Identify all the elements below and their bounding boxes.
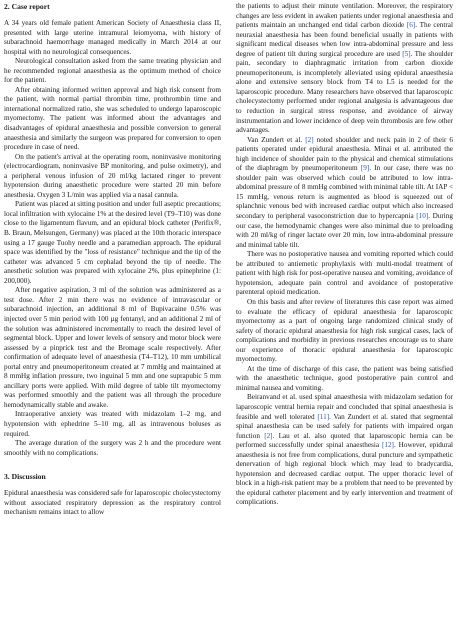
discussion-paragraph-6 bbox=[236, 365, 453, 394]
discussion-paragraph-1: Epidural anaesthesia was considered safe for laparoscopic cholecystectomy without associated respiratory depression as the respiratory control mechanism remains intact to allow bbox=[4, 489, 221, 517]
paragraph-text: the patients to adjust their minute ventilation. Moreover, the respiratory changes are less evident in awaken patients under regional anaesthesia and patients maintain an unchanged end tidal carbon dioxide bbox=[236, 2, 453, 30]
paragraph-text: Van Zundert et al. bbox=[247, 135, 306, 144]
case-paragraph-1: A 34 years old female patient American Society of Anaesthesia class II, presented with large uterine intramural leiomyoma, with history of subarachnoid haemorrhage managed medically in March 2014 at our hospital with no neurological consequences. bbox=[4, 19, 221, 56]
paragraph-text: At the time of discharge of this case, the patient was being satisfied with the anaesthetic technique, good postoperative pain control and minimal nausea and vomiting. bbox=[236, 364, 453, 392]
citation-link[interactable]: [11] bbox=[317, 412, 330, 421]
citation-link[interactable]: [12] bbox=[381, 441, 394, 450]
paragraph-text: . Van Zundert et al. stated that segmental spinal anaesthesia can be used safely for patients with impaired organ function bbox=[236, 412, 454, 440]
citation-link[interactable]: [10] bbox=[416, 212, 429, 221]
paragraph-text: noted shoulder and neck pain in 2 of their 6 patients operated under epidural anaesthesia. Minai et al. attributed the high incidence of shoulder pain to the physical and chemical stimulations of the diaphragm by pneumoperitoneum bbox=[236, 135, 453, 173]
discussion-paragraph-7 bbox=[236, 393, 453, 508]
citation-link[interactable]: [5] bbox=[402, 49, 411, 58]
paragraph-text: There was no postoperative nausea and vomiting reported which could be attributed to antiemetic prophylaxis with multi-modal treatment of patient with high risk for post-operative nausea and vomiting, avoidance of hypotension, adequate pain control and avoidance of postoperative parenteral opioid medication. bbox=[236, 250, 453, 297]
case-paragraph-4: On the patient's arrival at the operating room, noninvasive monitoring (electrocardiogram, noninvasive BP monitoring, and pulse oximetry), and a peripheral venous infusion of 20 ml/kg lactated ringer to prevent hypotension during anaesthetic procedure were started 20 min before anesthesia. Oxygen 3 L/min was applied via a nasal cannula. bbox=[4, 152, 221, 199]
paragraph-text: On this basis and after review of literatures this case report was aimed to evaluate the efficacy of epidural anaesthesia for laparoscopic myomectomy as a part of ongoing large randomized clinical study of safety of thoracic epidural anaesthesia for high risk surgical cases, lack of complications and morbidity in previous researches encourage us to share our experience of thoracic epidural anaesthesia for laparoscopic myomectomy. bbox=[236, 297, 453, 364]
paragraph-text: . During our case, the hemodynamic changes were also minimal due to preloading with 20 ml/kg of ringer lactate over 20 min, low intra-abdominal pressure and minimal table tilt. bbox=[236, 212, 453, 249]
section-3-heading: 3. Discussion bbox=[4, 472, 46, 482]
left-column bbox=[4, 2, 221, 518]
case-paragraph-7: Intraoperative anxiety was treated with midazolam 1–2 mg, and hypotension with ephedrine 5–10 mg, all as intravenous boluses as required. bbox=[4, 410, 221, 438]
paragraph-text: . The central neuraxial anaesthesia has been found beneficial usually in patients with significant medical diseases when low intra-abdominal pressure and less degree of patient tilt during surgical procedure are used bbox=[236, 21, 453, 58]
paragraph-text: . Lau et al. also quoted that laparoscopic hernia can be performed successfully under spinal anaesthesia bbox=[236, 431, 453, 450]
citation-link[interactable]: [9] bbox=[360, 164, 370, 173]
paragraph-text: Beiranvand et al. used spinal anaesthesia with midazolam sedation for laparoscopic ventral hernia repair and concluded that spinal anaesthesia is feasible and well tolerated bbox=[236, 393, 453, 421]
case-paragraph-8: The average duration of the surgery was 2 h and the procedure went smoothly with no complications. bbox=[4, 439, 221, 457]
case-paragraph-6: After negative aspiration, 3 ml of the solution was administered as a test dose. After 2 min there was no evidence of intravascular or subarachnoid injection, an additional 8 ml of Bupivacaine 0.5% was injected over 5 min period with 100 µg fentanyl, and an additional 2 ml of the solution was administered incrementally to reach the desired level of segmental block. Upper and lower levels of sensory and motor block were assessed by a pinprick test and the Bromage scale respectively. After confirmation of adequate level of anaesthesia (T4–T12), 10 mm umbilical portal entry and pneumoperitoneum created at 7 mmHg and maintained at 8 mmHg inflation pressure, two inguinal 5 mm and one suprapubic 5 mm ancillary ports were applied. With mild degree of table tilt myomectomy was performed smoothly and the patient was all through the procedure hemodynamically stable and awake. bbox=[4, 286, 221, 409]
paragraph-text: . The shoulder pain, secondary to diaphragmatic irritation from carbon dioxide pneumoperitoneum, is incompletely alleviated using epidural anaesthesia alone and extensive sensory block from T4 to L5 is needed for the laparoscopic procedure. Many researchers have observed that laparoscopic cholecystectomy performed under regional analgesia is advantageous due to reduction in surgical stress response, and avoidance of airway instrumentation and lower incidence of deep vein thrombosis are few other advantages. bbox=[236, 49, 453, 135]
paragraph-text: . In our case, there was no shoulder pain was observed which could be attributed to low intra-abdominal pressure of 8 mmHg combined with minimal table tilt. At IAP < 15 mmHg, venous return is augmented as blood is squeezed out of splanchnic venous bed with increased cardiac output which also increased secondary to peripheral vasoconstriction due to hypercapnia bbox=[236, 164, 453, 221]
discussion-paragraph-2 bbox=[236, 2, 453, 136]
paragraph-text: . However, epidural anaesthesia is not free from complications, dural puncture and sympathetic denervation of high regional block which may lead to bradycardia, hypotension and decreased cardiac output. The upper thoracic level of block in a high-risk patient may be a problem that need to be prevented by the epidural catheter placement and by early intervention and treatment of complications. bbox=[236, 441, 454, 507]
section-2-heading: 2. Case report bbox=[4, 2, 50, 11]
citation-link[interactable]: [2] bbox=[305, 135, 314, 144]
case-paragraph-5: Patient was placed at sitting position and under full aseptic precautions; local infiltration with xylocaine 1% at the desired level (T9–T10) was done close to the ligamentum flavum, and an epidural block catheter (Perifix®, B. Braun, Melsungen, Germany) was placed at the 10th thoracic interspace using a 17 gauge Tuohy needle and a paramedian approach. The epidural space was identified by the "loss of resistance" technique and the tip of the catheter was advanced 5 cm cephalad beyond the tip of needle. The anesthetic solution was prepared with xylocaine 2%, plus epinephrine (1: 200,000). bbox=[4, 200, 221, 285]
citation-link[interactable]: [6] bbox=[406, 21, 416, 30]
case-paragraph-2: Neurological consultation asked from the same treating physician and he recommended regional anaesthesia as the optimum method of choice for the patient. bbox=[4, 57, 221, 85]
citation-link[interactable]: [2] bbox=[264, 431, 273, 440]
discussion-paragraph-5 bbox=[236, 298, 453, 365]
case-paragraph-3: After obtaining informed written approval and high risk consent from the patient, with normal partial thrombin time, prothrombin time and international normalized ratio, she was scheduled to undergo laparoscopic myomectomy. The patient was informed about the advantages and disadvantages of epidural anaesthesia and possible conversion to general anaesthesia and similarly the surgeon was prepared for conversion to open procedure in case of need. bbox=[4, 85, 221, 152]
right-column bbox=[236, 2, 453, 508]
discussion-paragraph-4 bbox=[236, 250, 453, 298]
discussion-paragraph-3 bbox=[236, 136, 453, 251]
